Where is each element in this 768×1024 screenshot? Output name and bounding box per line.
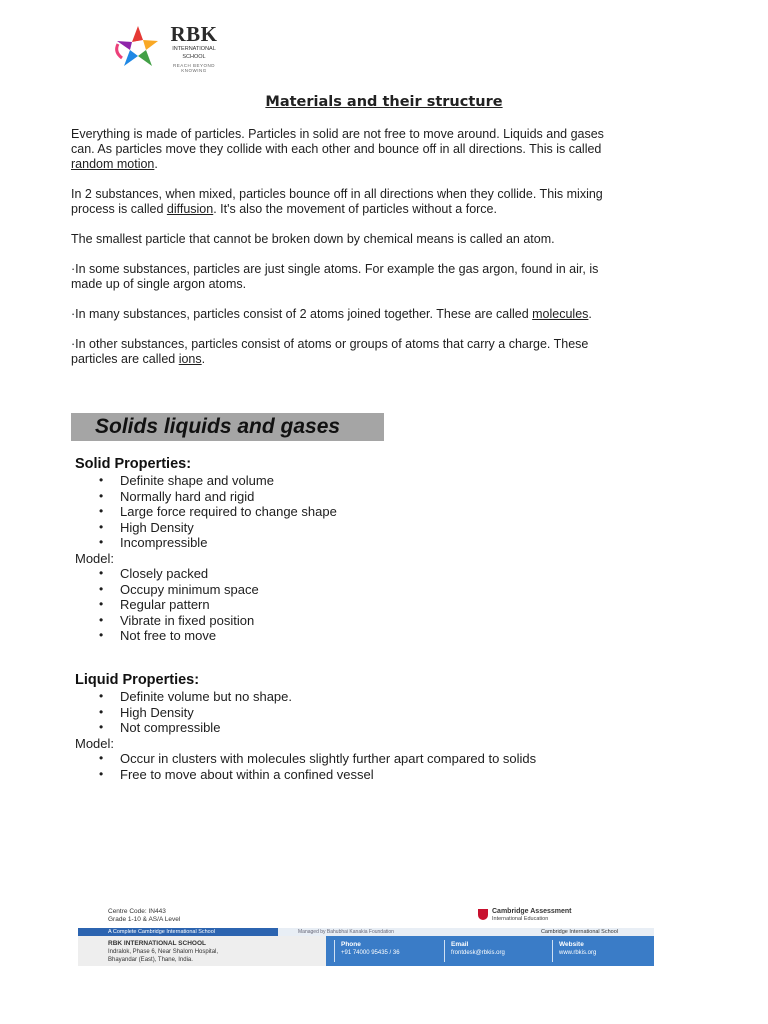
paragraph-particles [71, 127, 631, 172]
footer-strip [78, 928, 654, 936]
text-span: Everything is made of particles. Particles in solid are not free to move around. Liquids and gases can. As particles move they collide with each other and bounce off in all directions. This is called [71, 127, 604, 156]
contact-email [444, 940, 505, 962]
grades: Grade 1-10 & AS/A Level [108, 916, 181, 923]
section-title: Solids liquids and gases [95, 415, 341, 438]
term-random-motion: random motion [71, 157, 155, 171]
school-logo [112, 18, 222, 74]
cambridge-school-label: Cambridge International School [540, 929, 618, 935]
cambridge-line-1: Cambridge Assessment [492, 908, 572, 915]
school-address [108, 940, 218, 964]
list-item: • Definite shape and volume [75, 473, 635, 489]
list-item: • Vibrate in fixed position [75, 613, 635, 629]
list-item: • Occur in clusters with molecules slightly further apart compared to solids [75, 751, 635, 767]
contact-phone [334, 940, 400, 962]
paragraph-ions [71, 337, 631, 367]
list-item: • Not free to move [75, 628, 635, 644]
list-item: • Occupy minimum space [75, 582, 635, 598]
page-footer [78, 906, 654, 966]
list-item: • High Density [75, 520, 635, 536]
list-item: • Free to move about within a confined vessel [75, 767, 635, 783]
list-item: • Regular pattern [75, 597, 635, 613]
section-banner [71, 413, 384, 441]
list-item: • Large force required to change shape [75, 504, 635, 520]
footer-top [78, 906, 654, 928]
email-label: Email [451, 941, 469, 948]
list-item: • Incompressible [75, 535, 635, 551]
text-span: ·In many substances, particles consist of 2 atoms joined together. These are called [71, 307, 533, 321]
document-title: Materials and their structure [265, 94, 503, 110]
intro-text [71, 127, 631, 382]
phone-label: Phone [341, 941, 361, 948]
footer-bottom [78, 936, 654, 966]
paragraph-atom: The smallest particle that cannot be broken down by chemical means is called an atom. [71, 232, 555, 246]
paragraph-single-atoms: ·In some substances, particles are just single atoms. For example the gas argon, found in air, is made up of single argon atoms. [71, 262, 599, 291]
managed-by: Managed by Bahubhai Kanakia Foundation [298, 929, 394, 935]
logo-sub-2: SCHOOL [182, 54, 206, 60]
cambridge-line-2: International Education [492, 916, 549, 922]
footer-tagline: A Complete Cambridge International School [108, 929, 216, 935]
address-line-1: Indralok, Phase 6, Near Shalom Hospital, [108, 949, 219, 955]
paragraph-molecules [71, 307, 631, 322]
solid-model-list [75, 566, 635, 644]
logo-text [164, 24, 224, 73]
liquid-model-list [75, 751, 635, 782]
logo-sub-1: INTERNATIONAL [172, 46, 216, 52]
footer-tagline-bar [78, 928, 278, 936]
liquid-property-list [75, 689, 635, 736]
logo-tagline: REACH BEYOND KNOWING [172, 63, 215, 73]
text-span: In 2 substances, when mixed, particles bounce off in all directions when they collide. This mixing process is called [71, 187, 603, 216]
list-item: • High Density [75, 705, 635, 721]
text-span: . [201, 352, 206, 366]
liquid-properties [75, 671, 635, 782]
list-item: • Normally hard and rigid [75, 489, 635, 505]
solid-heading: Solid Properties: [75, 456, 192, 472]
term-molecules: molecules [532, 307, 589, 321]
list-item: • Closely packed [75, 566, 635, 582]
website-label: Website [559, 941, 584, 948]
solid-property-list [75, 473, 635, 551]
term-diffusion: diffusion [166, 202, 214, 216]
centre-code: Centre Code: IN443 [108, 908, 166, 915]
term-ions: ions [178, 352, 202, 366]
list-item: • Not compressible [75, 720, 635, 736]
text-span: . It's also the movement of particles without a force. [213, 202, 497, 216]
website-value[interactable]: www.rbkis.org [559, 950, 597, 956]
text-span: . [154, 157, 158, 171]
solid-model-label: Model: [75, 550, 115, 566]
address-line-2: Bhayandar (East), Thane, India. [108, 957, 193, 963]
list-item: • Definite volume but no shape. [75, 689, 635, 705]
star-logo-icon [112, 22, 164, 72]
text-span: ·In other substances, particles consist of atoms or groups of atoms that carry a charge. These particles are called [71, 337, 589, 366]
school-name: RBK INTERNATIONAL SCHOOL [108, 940, 206, 947]
cambridge-shield-icon [478, 909, 488, 920]
contact-website [552, 940, 596, 962]
liquid-model-label: Model: [75, 735, 115, 751]
liquid-heading: Liquid Properties: [75, 672, 200, 688]
contact-bar [326, 936, 654, 966]
phone-value: +91 74000 95435 / 36 [341, 950, 400, 956]
footer-centre-info [108, 908, 180, 924]
paragraph-diffusion [71, 187, 631, 217]
text-span: . [588, 307, 592, 321]
email-value[interactable]: frontdesk@rbkis.org [451, 950, 505, 956]
solid-properties [75, 455, 635, 644]
logo-name: RBK [170, 22, 218, 46]
